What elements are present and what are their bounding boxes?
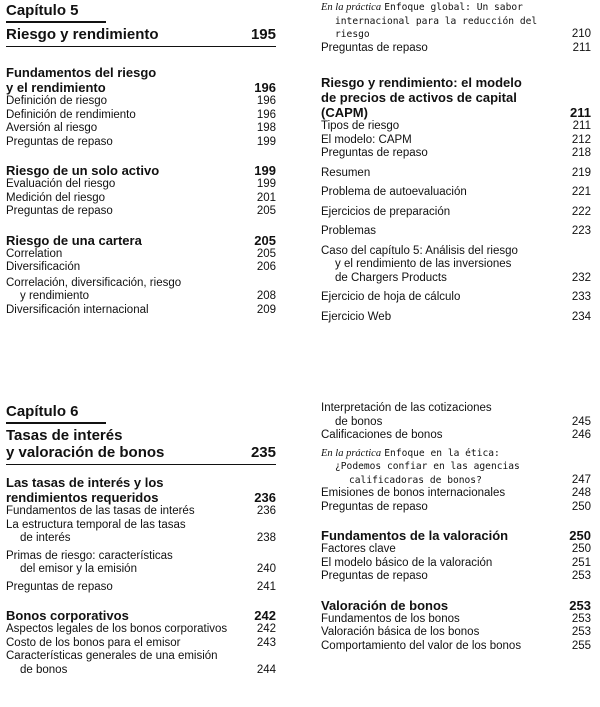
toc-item-title: Factores clave bbox=[321, 543, 396, 555]
page-number: 232 bbox=[571, 271, 591, 284]
toc-item-title: Correlación, diversificación, riesgo bbox=[6, 276, 182, 289]
toc-item-title: Caso del capítulo 5: Análisis del riesgo bbox=[321, 244, 518, 257]
toc-item-title: Interpretación de las cotizaciones bbox=[321, 402, 492, 414]
toc-item[interactable] bbox=[6, 650, 276, 664]
page-number: 236 bbox=[256, 505, 276, 517]
chapter-6-right-column bbox=[321, 402, 591, 653]
toc-item[interactable] bbox=[321, 291, 591, 305]
toc-item[interactable] bbox=[6, 277, 276, 291]
toc-item[interactable] bbox=[321, 42, 591, 56]
toc-item[interactable] bbox=[321, 640, 591, 654]
page-number: 238 bbox=[256, 532, 276, 544]
toc-item[interactable] bbox=[321, 402, 591, 416]
practice-label: En la práctica bbox=[321, 2, 382, 13]
page-number: 240 bbox=[256, 563, 276, 575]
toc-item[interactable] bbox=[6, 304, 276, 318]
toc-item[interactable] bbox=[321, 225, 591, 239]
toc-item-title: Emisiones de bonos internacionales bbox=[321, 487, 506, 499]
toc-item-title: Resumen bbox=[321, 166, 371, 179]
toc-item-title: Definición de rendimiento bbox=[6, 108, 136, 121]
page-number: 221 bbox=[571, 186, 591, 198]
toc-item-title: Diversificación bbox=[6, 261, 81, 273]
toc-item-title: Fundamentos de las tasas de interés bbox=[6, 505, 195, 517]
page-number: 211 bbox=[570, 105, 591, 120]
toc-item-title: Preguntas de repaso bbox=[6, 205, 113, 217]
page-number: 198 bbox=[256, 122, 276, 134]
chapter-6-title-row[interactable] bbox=[6, 444, 276, 461]
toc-item-title: y el rendimiento de las inversiones bbox=[335, 258, 512, 270]
page-number: 242 bbox=[256, 623, 276, 635]
page-number: 250 bbox=[571, 543, 591, 555]
toc-section[interactable] bbox=[6, 163, 276, 178]
page-number: 205 bbox=[256, 205, 276, 217]
page-number: 233 bbox=[571, 291, 591, 303]
toc-section-title: Fundamentos de la valoración bbox=[321, 528, 509, 543]
toc-item[interactable] bbox=[6, 637, 276, 651]
practice-title: Enfoque en la ética: bbox=[384, 447, 500, 459]
chapter-6-left-column bbox=[6, 427, 276, 677]
toc-item[interactable] bbox=[6, 519, 276, 533]
page-number: 222 bbox=[571, 205, 591, 218]
toc-item-title: Preguntas de repaso bbox=[6, 135, 113, 148]
toc-section-title: (CAPM) bbox=[321, 105, 368, 120]
toc-item[interactable] bbox=[6, 109, 276, 123]
toc-item[interactable] bbox=[6, 122, 276, 136]
toc-item[interactable] bbox=[321, 570, 591, 584]
toc-item[interactable] bbox=[321, 134, 591, 148]
chapter-5-heading: Capítulo 5 bbox=[6, 2, 79, 19]
chapter-5-left-column bbox=[6, 26, 276, 317]
toc-item[interactable] bbox=[321, 501, 591, 515]
toc-item-title: Ejercicios de preparación bbox=[321, 205, 451, 218]
toc-section-title: Riesgo de una cartera bbox=[6, 232, 142, 248]
toc-section-title: Riesgo de un solo activo bbox=[6, 163, 160, 178]
toc-item[interactable] bbox=[321, 613, 591, 627]
page-number: 206 bbox=[256, 261, 276, 273]
toc-item[interactable] bbox=[6, 505, 276, 519]
page-number: 250 bbox=[571, 500, 591, 513]
toc-item[interactable] bbox=[321, 206, 591, 220]
page-number: 199 bbox=[256, 135, 276, 148]
toc-item-title: El modelo: CAPM bbox=[321, 133, 412, 146]
page-number: 243 bbox=[256, 636, 276, 649]
toc-item-title: Preguntas de repaso bbox=[6, 580, 113, 593]
toc-item-title: de bonos bbox=[20, 663, 68, 676]
toc-item[interactable] bbox=[321, 311, 591, 325]
page-number: 247 bbox=[571, 473, 591, 486]
page-number: 245 bbox=[571, 415, 591, 428]
toc-item-title: Problema de autoevaluación bbox=[321, 186, 467, 198]
toc-item[interactable] bbox=[6, 581, 276, 595]
page-number: 255 bbox=[571, 639, 591, 652]
page-number: 196 bbox=[256, 95, 276, 107]
toc-item-title: Definición de riesgo bbox=[6, 95, 108, 107]
page-number: 250 bbox=[569, 528, 591, 543]
page-number: 253 bbox=[571, 570, 591, 582]
toc-item-title: Tipos de riesgo bbox=[321, 120, 400, 132]
practice-title: internacional para la reducción del riesgo bbox=[335, 15, 538, 40]
toc-item-title: Preguntas de repaso bbox=[321, 41, 428, 54]
toc-item[interactable] bbox=[6, 261, 276, 275]
toc-item-title: Costo de los bonos para el emisor bbox=[6, 636, 181, 649]
toc-section-title: Valoración de bonos bbox=[321, 597, 449, 613]
toc-item-title: de interés bbox=[20, 532, 71, 544]
page-number: 253 bbox=[571, 612, 591, 625]
page-number: 244 bbox=[256, 663, 276, 676]
toc-section-title: rendimientos requeridos bbox=[6, 490, 159, 505]
toc-section-title: Las tasas de interés y los bbox=[6, 475, 164, 490]
toc-item[interactable] bbox=[6, 178, 276, 192]
page-number: 253 bbox=[569, 597, 591, 613]
toc-item[interactable] bbox=[6, 290, 276, 304]
practice-label: En la práctica bbox=[321, 447, 382, 459]
chapter-6-title-rule bbox=[6, 464, 276, 465]
toc-item-title: Preguntas de repaso bbox=[321, 570, 428, 582]
page-number: 205 bbox=[256, 247, 276, 260]
toc-section-title: Riesgo y rendimiento: el modelo bbox=[321, 75, 522, 90]
toc-item[interactable] bbox=[6, 95, 276, 109]
toc-practice-item[interactable] bbox=[321, 447, 591, 461]
page-number: 211 bbox=[572, 120, 591, 132]
toc-item-title: La estructura temporal de las tasas bbox=[6, 518, 186, 531]
toc-item-title: de Chargers Products bbox=[335, 271, 447, 284]
page-number: 201 bbox=[256, 191, 276, 204]
practice-title: ¿Podemos confiar en las agencias bbox=[335, 461, 520, 472]
chapter-5-title-row[interactable] bbox=[6, 26, 276, 43]
chapter-6-rule bbox=[6, 422, 106, 424]
toc-item[interactable] bbox=[6, 532, 276, 546]
page-number: 211 bbox=[572, 41, 591, 54]
page-number: 219 bbox=[571, 166, 591, 179]
toc-section[interactable] bbox=[6, 65, 276, 80]
page-number: 196 bbox=[254, 80, 276, 95]
page-number: 196 bbox=[256, 108, 276, 121]
toc-item-title: Primas de riesgo: características bbox=[6, 549, 173, 562]
toc-item[interactable] bbox=[6, 550, 276, 564]
toc-item-title: del emisor y la emisión bbox=[20, 563, 137, 575]
toc-item-title: Evaluación del riesgo bbox=[6, 178, 116, 190]
toc-item-title: Aversión al riesgo bbox=[6, 122, 98, 134]
toc-section-title: y el rendimiento bbox=[6, 80, 106, 95]
page-number: 246 bbox=[571, 429, 591, 441]
toc-item-title: Preguntas de repaso bbox=[321, 500, 428, 513]
page-number: 205 bbox=[254, 232, 276, 248]
toc-item[interactable] bbox=[6, 623, 276, 637]
toc-practice-item[interactable] bbox=[321, 15, 591, 42]
toc-item[interactable] bbox=[321, 167, 591, 181]
page-number: 212 bbox=[571, 133, 591, 146]
chapter-5-title: Riesgo y rendimiento bbox=[6, 26, 159, 43]
page-number: 241 bbox=[256, 580, 276, 593]
toc-item[interactable] bbox=[6, 248, 276, 262]
toc-item-title: Valoración básica de los bonos bbox=[321, 626, 480, 638]
toc-item[interactable] bbox=[321, 147, 591, 161]
toc-section[interactable] bbox=[6, 608, 276, 623]
toc-item-title: El modelo básico de la valoración bbox=[321, 556, 493, 569]
toc-section[interactable] bbox=[6, 233, 276, 248]
chapter-5-rule bbox=[6, 21, 106, 23]
page-number: 199 bbox=[256, 178, 276, 190]
toc-item-title: Diversificación internacional bbox=[6, 303, 149, 316]
toc-item[interactable] bbox=[321, 416, 591, 430]
toc-item[interactable] bbox=[6, 563, 276, 577]
toc-practice-item[interactable] bbox=[321, 1, 591, 15]
page-number: 195 bbox=[250, 26, 276, 43]
toc-section[interactable] bbox=[6, 490, 276, 505]
toc-item-title: Aspectos legales de los bonos corporativos bbox=[6, 623, 228, 635]
toc-section-title: Bonos corporativos bbox=[6, 608, 129, 623]
toc-item[interactable] bbox=[321, 429, 591, 443]
page-number: 242 bbox=[254, 608, 276, 623]
toc-section[interactable] bbox=[321, 105, 591, 120]
toc-item-title: Calificaciones de bonos bbox=[321, 429, 443, 441]
toc-item[interactable] bbox=[321, 186, 591, 200]
toc-section-title: de precios de activos de capital bbox=[321, 90, 517, 105]
page-number: 199 bbox=[254, 163, 276, 178]
practice-title: calificadoras de bonos? bbox=[349, 474, 482, 486]
page-number: 248 bbox=[571, 487, 591, 499]
page-number: 236 bbox=[254, 490, 276, 505]
toc-section-title: Fundamentos del riesgo bbox=[6, 65, 157, 80]
toc-item[interactable] bbox=[6, 205, 276, 219]
toc-item[interactable] bbox=[321, 487, 591, 501]
toc-item-title: Medición del riesgo bbox=[6, 191, 106, 204]
toc-section[interactable] bbox=[321, 90, 591, 105]
toc-item[interactable] bbox=[321, 626, 591, 640]
practice-title: Enfoque global: Un sabor bbox=[384, 2, 523, 13]
page-number: 234 bbox=[571, 310, 591, 323]
toc-item-title: de bonos bbox=[335, 415, 383, 428]
toc-item-title: Ejercicio de hoja de cálculo bbox=[321, 291, 461, 303]
chapter-5-title-rule bbox=[6, 46, 276, 47]
toc-item[interactable] bbox=[321, 543, 591, 557]
toc-item[interactable] bbox=[321, 557, 591, 571]
toc-item-title: Ejercicio Web bbox=[321, 310, 392, 323]
chapter-5-right-column bbox=[321, 1, 591, 324]
toc-practice-item[interactable] bbox=[321, 474, 591, 488]
toc-item-title: Comportamiento del valor de los bonos bbox=[321, 639, 522, 652]
toc-item-title: Problemas bbox=[321, 225, 376, 237]
toc-case-item[interactable] bbox=[321, 272, 591, 286]
toc-item-title: Correlation bbox=[6, 247, 63, 260]
toc-section[interactable] bbox=[321, 528, 591, 543]
toc-item-title: Fundamentos de los bonos bbox=[321, 612, 460, 625]
toc-section[interactable] bbox=[321, 598, 591, 613]
toc-item[interactable] bbox=[6, 664, 276, 678]
toc-section[interactable] bbox=[321, 75, 591, 90]
toc-item[interactable] bbox=[6, 136, 276, 150]
toc-item[interactable] bbox=[6, 192, 276, 206]
page-number: 218 bbox=[571, 147, 591, 159]
page-number: 210 bbox=[571, 28, 591, 40]
toc-practice-item[interactable] bbox=[321, 460, 591, 474]
toc-section[interactable] bbox=[6, 80, 276, 95]
page-number: 223 bbox=[571, 225, 591, 237]
page-number: 235 bbox=[250, 444, 276, 461]
toc-item[interactable] bbox=[321, 120, 591, 134]
page-number: 253 bbox=[571, 626, 591, 638]
toc-item-title: Características generales de una emisión bbox=[6, 650, 218, 662]
chapter-6-title: Tasas de interés bbox=[6, 427, 123, 444]
toc-section[interactable] bbox=[6, 475, 276, 490]
chapter-6-title-row[interactable] bbox=[6, 427, 276, 444]
toc-item-title: Preguntas de repaso bbox=[321, 147, 428, 159]
toc-item-title: y rendimiento bbox=[20, 290, 90, 302]
toc-case-item[interactable] bbox=[321, 258, 591, 272]
chapter-6-heading: Capítulo 6 bbox=[6, 403, 79, 420]
page-number: 208 bbox=[256, 290, 276, 302]
chapter-6-title: y valoración de bonos bbox=[6, 444, 165, 461]
toc-case-item[interactable] bbox=[321, 245, 591, 259]
page-number: 251 bbox=[571, 556, 591, 569]
page-number: 209 bbox=[256, 303, 276, 316]
